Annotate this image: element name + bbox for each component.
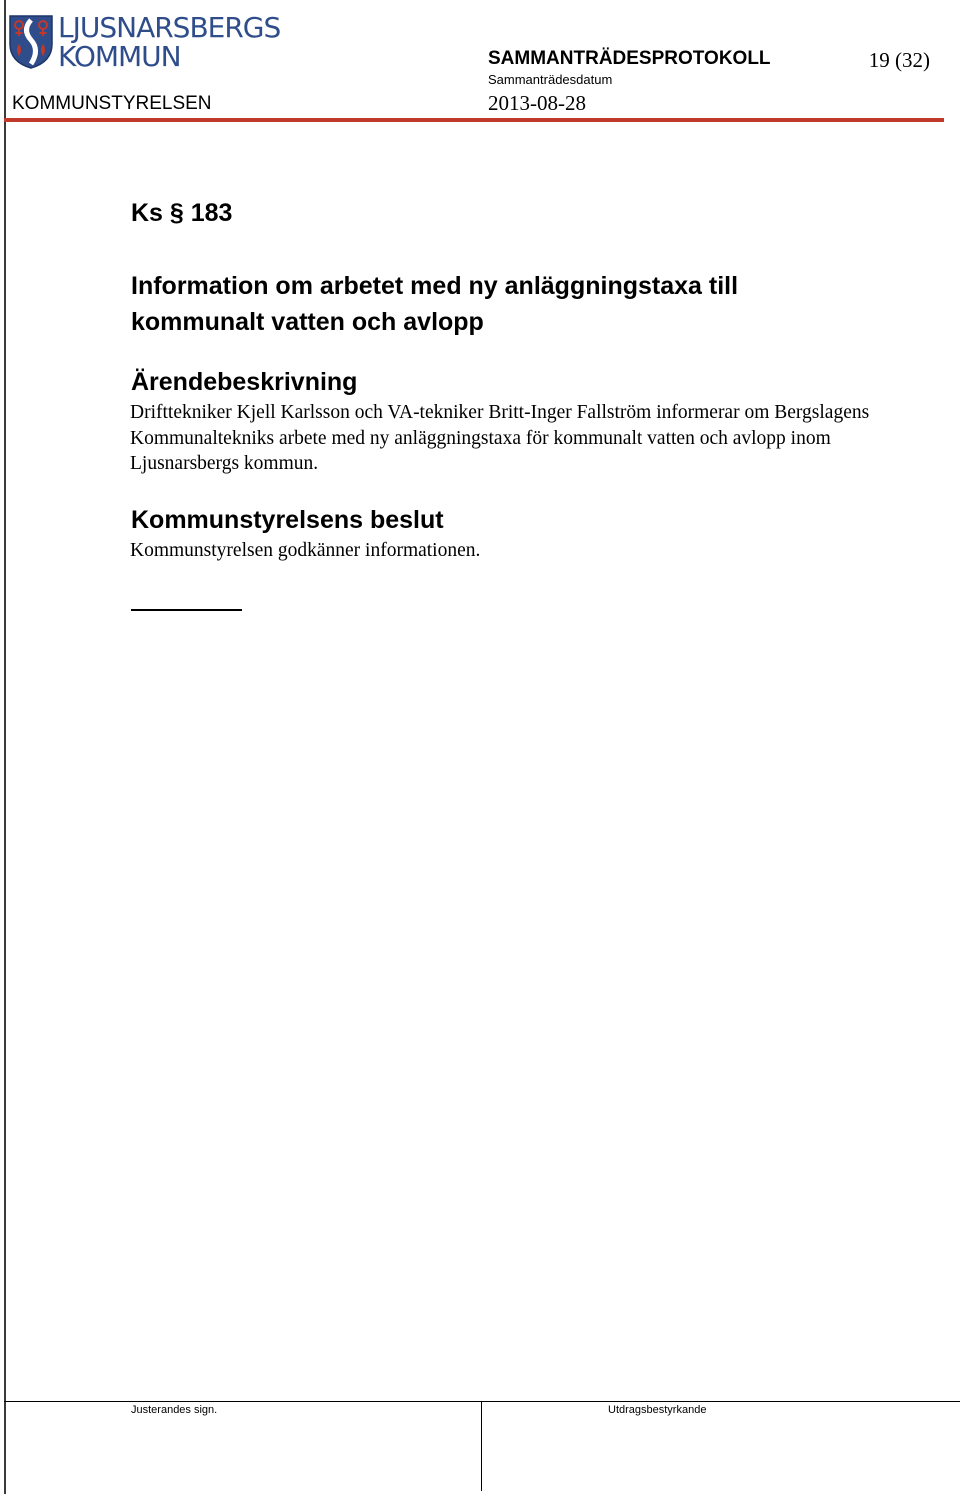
brand-name-line2: KOMMUN <box>58 40 181 73</box>
decision-text: Kommunstyrelsen godkänner informationen. <box>130 540 481 561</box>
brand-name-line1: LJUSNARSBERGS <box>58 11 281 44</box>
footer-column-divider <box>481 1401 482 1491</box>
subject-title: Information om arbetet med ny anläggningstaxa till kommunalt vatten och avlopp <box>131 272 739 336</box>
extract-certification-label: Utdragsbestyrkande <box>608 1404 707 1416</box>
header-divider <box>4 118 944 122</box>
paragraph-number: Ks § 183 <box>131 199 233 227</box>
meeting-date-value: 2013-08-28 <box>488 91 586 115</box>
coat-of-arms-icon <box>8 14 54 70</box>
page-number: 19 (32) <box>868 48 930 72</box>
org-unit: KOMMUNSTYRELSEN <box>12 93 212 114</box>
section-end-rule <box>131 609 242 611</box>
decision-heading: Kommunstyrelsens beslut <box>131 506 444 534</box>
meeting-date-label: Sammanträdesdatum <box>488 72 613 87</box>
adjuster-signature-label: Justerandes sign. <box>131 1404 218 1416</box>
description-heading: Ärendebeskrivning <box>131 368 358 396</box>
protocol-title: SAMMANTRÄDESPROTOKOLL <box>488 48 771 69</box>
footer-divider <box>4 1401 960 1402</box>
description-text: Drifttekniker Kjell Karlsson och VA-tekniker Britt-Inger Fallström informerar om Bergslagens Kommunaltekniks arbete med ny anläggningstaxa för kommunalt vatten och avlopp inom Ljusnarsbergs kommun. <box>130 402 870 474</box>
page-left-rule <box>4 0 6 1494</box>
